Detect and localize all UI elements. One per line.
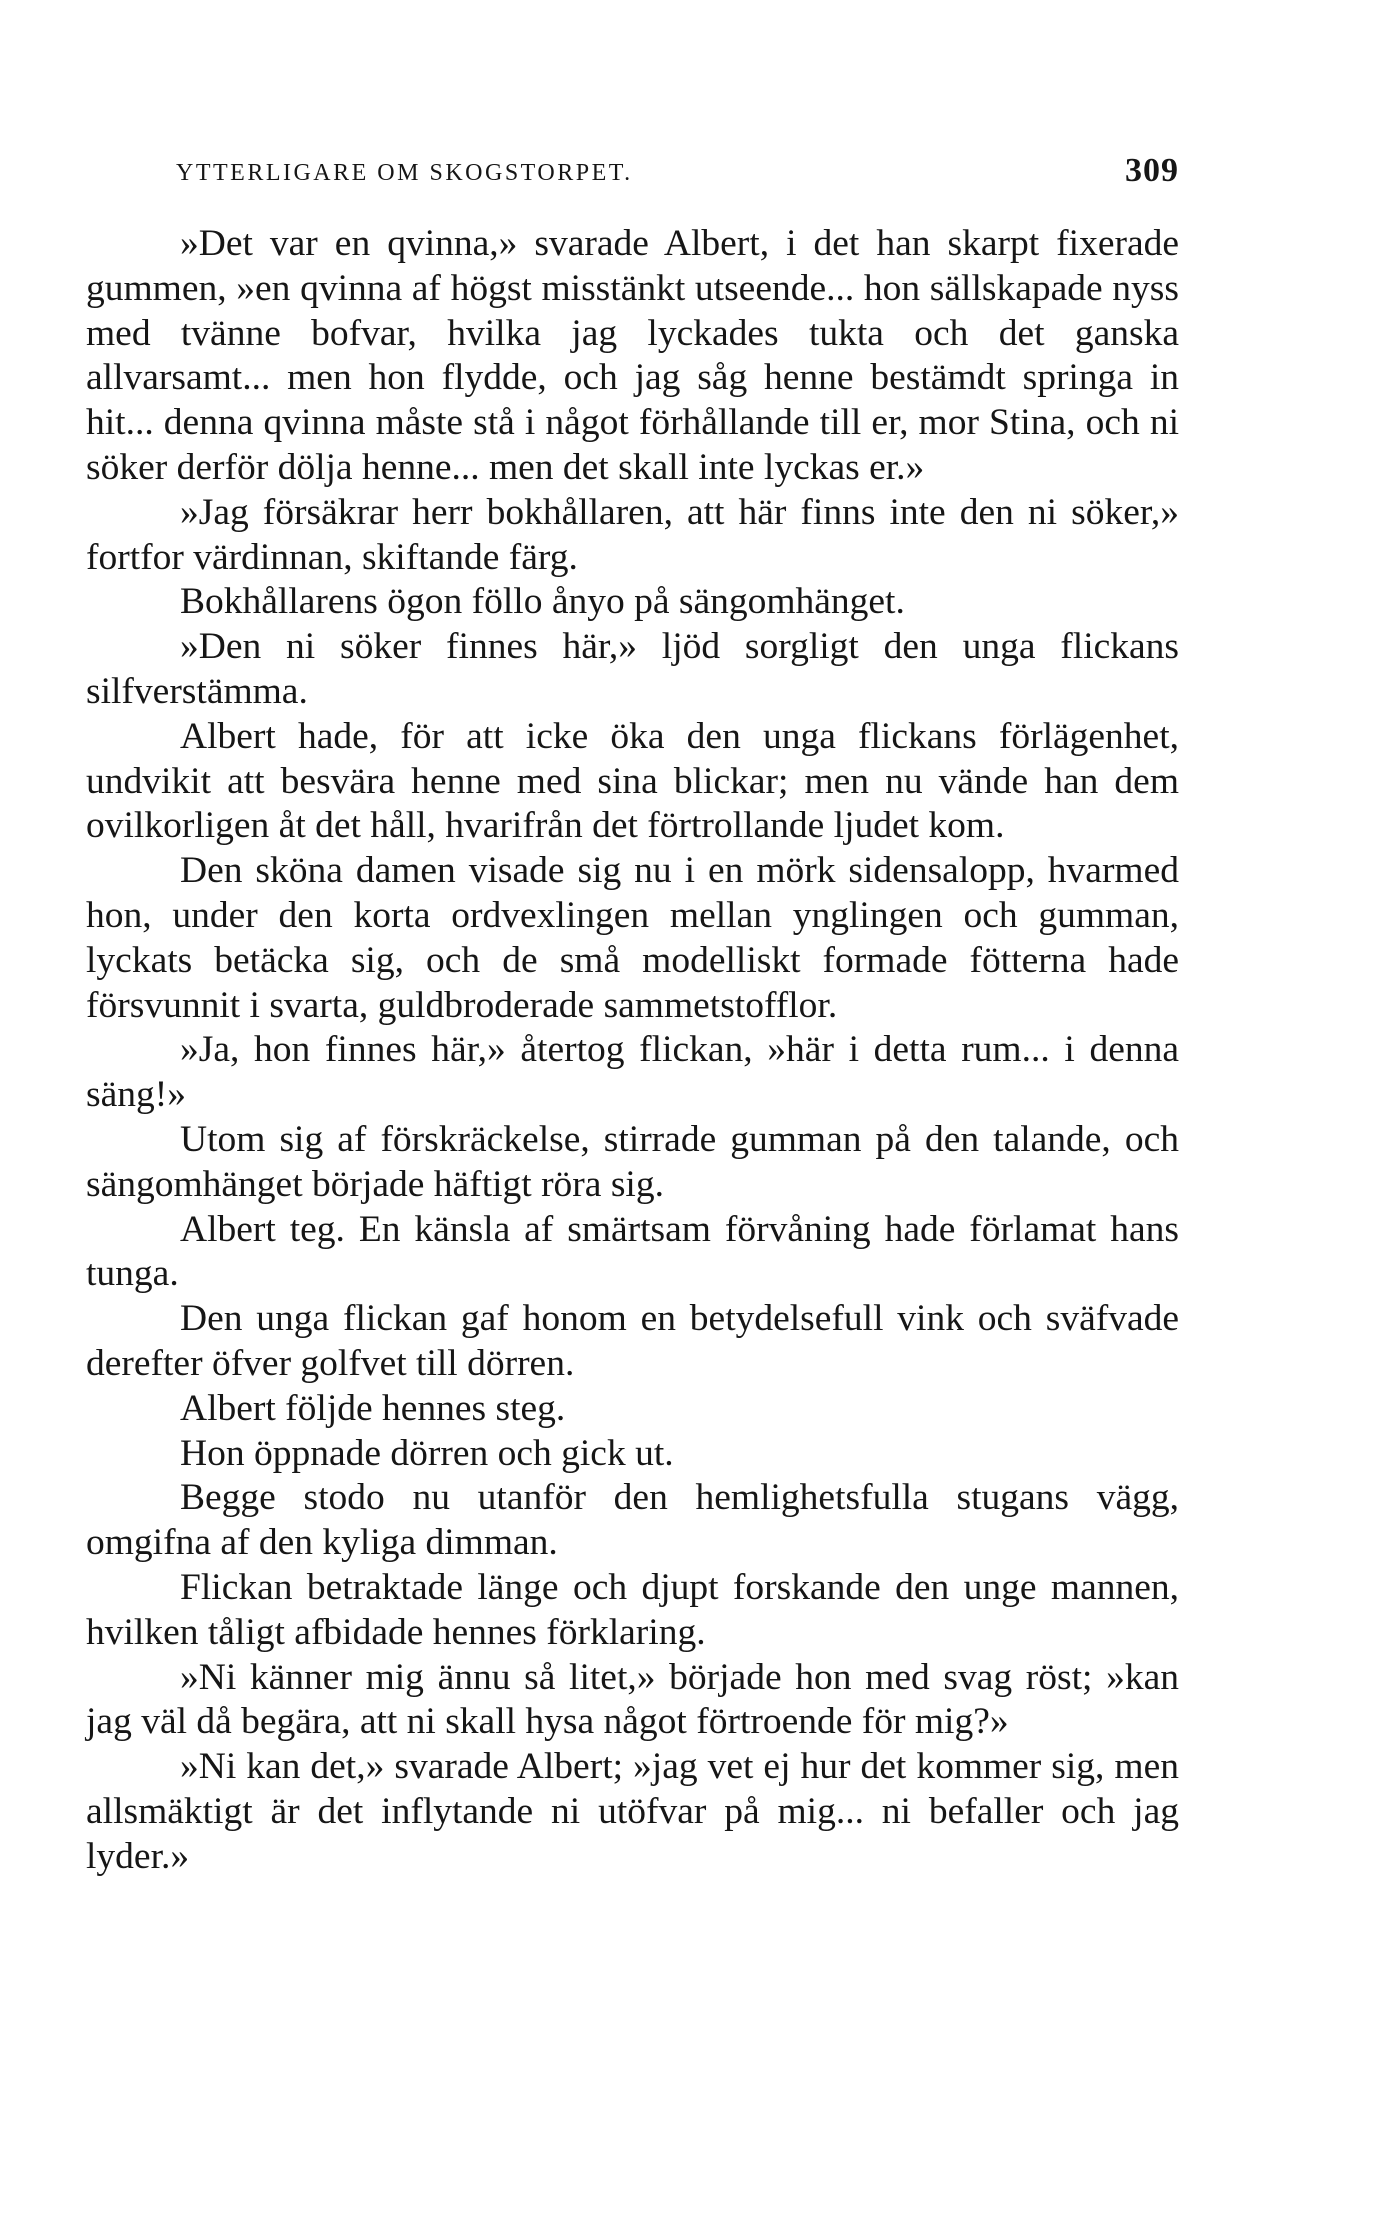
paragraph: Bokhållarens ögon föllo ånyo på sängomhänget.: [180, 581, 905, 623]
paragraph: »Ja, hon finnes här,» återtog flickan, »här i detta rum... i denna säng!»: [86, 1029, 1179, 1116]
paragraph: Den unga flickan gaf honom en betydelsefull vink och sväfvade derefter öfver golfvet till dörren.: [86, 1298, 1179, 1384]
paragraph: Den sköna damen visade sig nu i en mörk sidensalopp, hvarmed hon, under den korta ordvexlingen mellan ynglingen och gumman, lyckats betäcka sig, och de små modelliskt formade fötterna hade försvunnit i svarta, guldbroderade sammetstofflor.: [86, 850, 1179, 1026]
paragraph: Albert teg. En känsla af smärtsam förvåning hade förlamat hans tunga.: [86, 1208, 1179, 1295]
paragraph: Albert hade, för att icke öka den unga flickans förlägenhet, undvikit att besvära henne med sina blickar; men nu vände han dem ovilkorligen åt det håll, hvarifrån det förtrollande ljudet kom.: [86, 715, 1179, 847]
paragraph: »Jag försäkrar herr bokhållaren, att här finns inte den ni söker,» fortfor värdinnan, skiftande färg.: [86, 491, 1179, 578]
paragraph: »Ni kan det,» svarade Albert; »jag vet ej hur det kommer sig, men allsmäktigt är det inflytande ni utöfvar på mig... ni befaller och jag lyder.»: [86, 1746, 1179, 1877]
body-text: [86, 222, 1179, 1879]
running-head: [86, 152, 1179, 202]
paragraph: Albert följde hennes steg.: [180, 1387, 566, 1429]
paragraph: »Den ni söker finnes här,» ljöd sorgligt den unga flickans silfverstämma.: [86, 626, 1179, 712]
paragraph: Begge stodo nu utanför den hemlighetsfulla stugans vägg, omgifna af den kyliga dimman.: [86, 1477, 1179, 1564]
paragraph: Utom sig af förskräckelse, stirrade gumman på den talande, och sängomhänget började häftigt röra sig.: [86, 1118, 1179, 1205]
page-number: 309: [1125, 152, 1179, 189]
paragraph: »Det var en qvinna,» svarade Albert, i det han skarpt fixerade gummen, »en qvinna af högst misstänkt utseende... hon sällskapade nyss med tvänne bofvar, hvilka jag lyckades tukta och det ganska allvarsamt... men hon flydde, och jag såg henne bestämdt springa in hit... denna qvinna måste stå i något förhållande till er, mor Stina, och ni söker derför dölja henne... men det skall inte lyckas er.»: [86, 223, 1179, 488]
paragraph: Flickan betraktade länge och djupt forskande den unge mannen, hvilken tåligt afbidade hennes förklaring.: [86, 1566, 1179, 1653]
running-title: YTTERLIGARE OM SKOGSTORPET.: [176, 160, 633, 186]
paragraph: Hon öppnade dörren och gick ut.: [180, 1432, 674, 1474]
paragraph: »Ni känner mig ännu så litet,» började hon med svag röst; »kan jag väl då begära, att ni skall hysa något förtroende för mig?»: [86, 1656, 1179, 1743]
